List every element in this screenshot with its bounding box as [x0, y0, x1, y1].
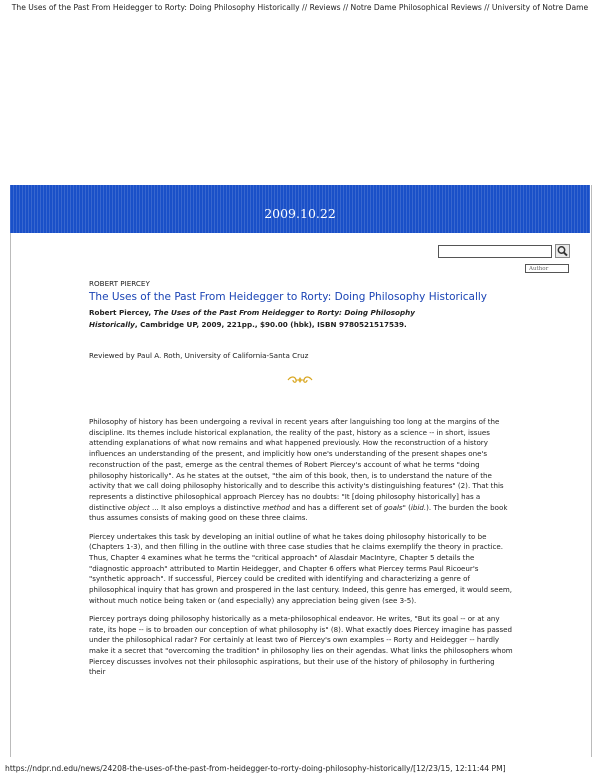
paragraph-1: Philosophy of history has been undergoing a revival in recent years after languishing too long at the margins of the discipline. Its themes include historical explanation, the reality of the past, history as a science -- in short, issues attending explanations of what now remains and what happened previously. How the reconstruction of a history influences an understanding of the present, and implicitly how one's understanding of the present shapes one's reconstruction of the past, emerge as the central themes of Robert Piercey's account of what he terms "doing philosophy historically". As he states at the outset, "the aim of this book, then, is to understand the nature of the activity that we call doing philosophy historically and to describe this activity's distinguishing features" (2). That this represents a distinctive philosophical approach Piercey has no doubts: "It [doing philosophy historically] has a distinctive object ... It also employs a distinctive method and has a different set of goals" (ibid.). The burden the book thus assumes consists of making good on these three claims. — [89, 417, 508, 523]
paragraph-3: Piercey portrays doing philosophy historically as a meta-philosophical endeavor. He writes, "But its goal -- or at any rate, its hope -- is to broaden our conception of what philosophy is" (8). What exactly does Piercey imagine has passed under the philosophical radar? For certainly at least two of Piercey's own examples -- Rorty and Heidegger -- hardly make it a secret that "overcoming the tradition" in philosophy lies on their agendas. What links the philosophers whom Piercey discusses involves not their philosophic aspirations, but their use of the history of philosophy in furthering their — [89, 613, 513, 677]
citation-author: Robert Piercey, — [89, 308, 152, 317]
search-input[interactable] — [438, 245, 552, 258]
reviewed-author: ROBERT PIERCEY — [89, 279, 150, 288]
search-button[interactable] — [555, 244, 570, 258]
ornament-icon — [286, 375, 314, 385]
print-footer: https://ndpr.nd.edu/news/24208-the-uses-of-the-past-from-heidegger-to-rorty-doing-philosophy-historically/[12/23/15, 12:11:44 PM] — [5, 764, 506, 773]
citation-publication: , Cambridge UP, 2009, 221pp., $90.00 (hbk), ISBN 9780521517539. — [134, 320, 407, 329]
magnifier-icon — [556, 245, 569, 257]
book-citation — [89, 307, 419, 331]
print-header: The Uses of the Past From Heidegger to Rorty: Doing Philosophy Historically // Reviews // Notre Dame Philosophical Reviews // University of Notre Dame — [11, 3, 589, 12]
citation-book-title: The Uses of the Past From Heidegger to Rorty: Doing Philosophy Historically — [89, 308, 415, 329]
paragraph-2: Piercey undertakes this task by developing an initial outline of what he takes doing philosophy historically to be (Chapters 1-3), and then filling in the outline with three case studies that he claims exemplify the theory in practice. Thus, Chapter 4 examines what he terms the "critical approach" of Alasdair MacIntyre, Chapter 5 details the "diagnostic approach" attributed to Martin Heidegger, and Chapter 6 offers what Piercey terms Paul Ricoeur's "synthetic approach". If successful, Piercey could be credited with identifying and characterizing a genre of philosophical inquiry that has grown and prospered in the last century. Indeed, this genre has emerged, it would seem, without much notice being taken or (and especially) any appreciation being given (see 3-5). — [89, 531, 512, 605]
review-title: The Uses of the Past From Heidegger to Rorty: Doing Philosophy Historically — [89, 291, 488, 303]
search-author-select[interactable]: Author — [525, 264, 569, 273]
review-date: 2009.10.22 — [264, 206, 336, 221]
reviewer-line: Reviewed by Paul A. Roth, University of California-Santa Cruz — [89, 351, 309, 360]
review-body — [89, 417, 513, 686]
